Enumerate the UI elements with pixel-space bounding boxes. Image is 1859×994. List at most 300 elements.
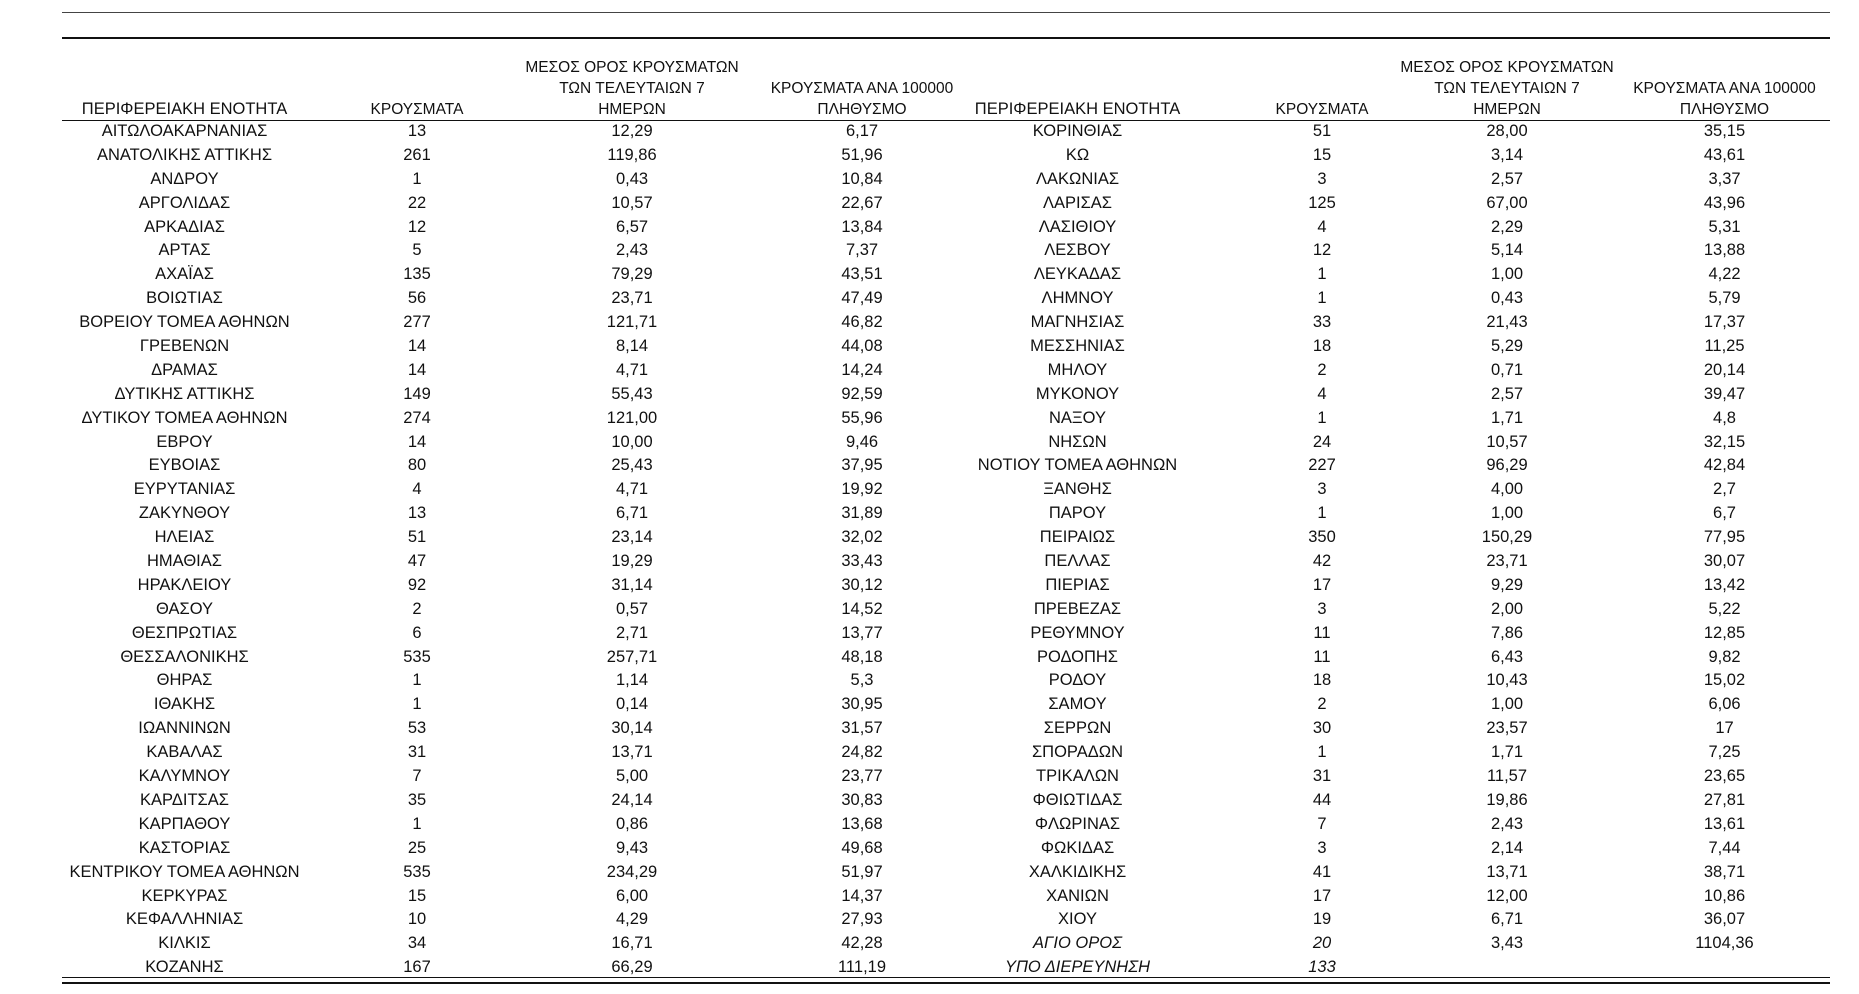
cell-cases-left: 14 — [407, 360, 427, 379]
cell-avg-left: 121,00 — [606, 408, 658, 427]
cell-region-right: ΠΕΙΡΑΙΩΣ — [1039, 528, 1116, 547]
cell-per100k-left: 30,95 — [841, 695, 883, 714]
cell-region-left: ΙΘΑΚΗΣ — [153, 695, 216, 714]
cell-region-left: ΕΥΡΥΤΑΝΙΑΣ — [133, 480, 236, 499]
cell-cases-left: 14 — [407, 432, 427, 451]
cell-per100k-right: 1104,36 — [1695, 934, 1754, 953]
cell-cases-left: 135 — [403, 265, 431, 284]
cell-region-left: ΘΕΣΠΡΩΤΙΑΣ — [131, 623, 238, 642]
cell-avg-right: 6,43 — [1490, 647, 1524, 666]
cell-per100k-right: 32,15 — [1703, 432, 1746, 451]
cell-region-left: ΚΙΛΚΙΣ — [158, 934, 211, 953]
cell-cases-left: 4 — [412, 480, 422, 499]
cell-avg-right: 6,71 — [1490, 910, 1524, 929]
cell-region-left: ΚΑΒΑΛΑΣ — [146, 743, 223, 762]
table-row — [62, 335, 1830, 359]
cell-cases-left: 6 — [412, 623, 422, 642]
cell-region-left: ΘΑΣΟΥ — [155, 599, 214, 618]
table-row — [62, 454, 1830, 478]
cell-avg-left: 234,29 — [606, 862, 658, 881]
table-row — [62, 717, 1830, 741]
cell-cases-right: 125 — [1308, 193, 1336, 212]
cell-cases-left: 53 — [407, 719, 427, 738]
cell-region-left: ΑΙΤΩΛΟΑΚΑΡΝΑΝΙΑΣ — [101, 122, 268, 140]
cell-avg-left: 5,00 — [615, 767, 649, 786]
cell-cases-left: 167 — [403, 958, 431, 977]
cell-per100k-right: 12,85 — [1703, 623, 1746, 642]
cell-per100k-left: 13,84 — [841, 217, 883, 236]
cell-avg-right: 2,43 — [1490, 814, 1524, 833]
cell-region-right: ΧΙΟΥ — [1058, 910, 1097, 929]
cell-region-right: ΜΥΚΟΝΟΥ — [1035, 384, 1120, 403]
cell-cases-right: 31 — [1312, 767, 1332, 786]
cell-cases-right: 18 — [1312, 671, 1332, 690]
cell-per100k-right: 4,8 — [1713, 408, 1736, 427]
cell-per100k-left: 13,77 — [841, 623, 883, 642]
cell-per100k-right: 23,65 — [1703, 767, 1746, 786]
header-region-right: ΠΕΡΙΦΕΡΕΙΑΚΗ ΕΝΟΤΗΤΑ — [974, 100, 1181, 118]
cell-avg-left: 0,43 — [615, 169, 649, 188]
cell-avg-right: 1,00 — [1490, 265, 1524, 284]
cell-avg-right: 96,29 — [1486, 456, 1528, 475]
cell-region-left: ΚΕΝΤΡΙΚΟΥ ΤΟΜΕΑ ΑΘΗΝΩΝ — [69, 862, 300, 881]
cell-region-left: ΔΥΤΙΚΟΥ ΤΟΜΕΑ ΑΘΗΝΩΝ — [81, 408, 288, 427]
cell-region-right: ΦΩΚΙΔΑΣ — [1040, 838, 1115, 857]
cell-region-right: ΡΟΔΟΠΗΣ — [1036, 647, 1119, 666]
cell-region-left: ΑΡΚΑΔΙΑΣ — [144, 217, 225, 236]
cell-cases-left: 277 — [403, 313, 431, 332]
table-row — [62, 359, 1830, 383]
header-avg-right: ΜΕΣΟΣ ΟΡΟΣ ΚΡΟΥΣΜΑΤΩΝ ΤΩΝ ΤΕΛΕΥΤΑΙΩΝ 7 ΗΜΕΡΩΝ — [1400, 59, 1614, 118]
cell-per100k-left: 6,17 — [845, 122, 879, 140]
table-row — [62, 144, 1830, 168]
cell-region-right: ΜΗΛΟΥ — [1047, 360, 1108, 379]
cell-avg-left: 4,29 — [615, 910, 649, 929]
cell-cases-right: 12 — [1312, 241, 1332, 260]
cell-cases-right: 3 — [1317, 480, 1327, 499]
cell-per100k-right: 43,61 — [1703, 145, 1746, 164]
cell-region-right: ΛΕΣΒΟΥ — [1044, 241, 1111, 260]
cell-avg-left: 23,14 — [611, 528, 653, 547]
cell-region-left: ΑΡΤΑΣ — [158, 241, 211, 260]
cell-per100k-left: 14,52 — [841, 599, 883, 618]
cell-per100k-right: 4,22 — [1708, 265, 1741, 284]
header-rule — [62, 120, 1830, 121]
cell-per100k-right: 36,07 — [1703, 910, 1746, 929]
cell-avg-right: 0,43 — [1490, 289, 1524, 308]
cell-per100k-right: 43,96 — [1703, 193, 1746, 212]
cell-per100k-left: 14,37 — [841, 886, 883, 905]
cell-cases-left: 535 — [403, 862, 431, 881]
cell-avg-left: 55,43 — [611, 384, 653, 403]
cell-per100k-right: 5,22 — [1708, 599, 1741, 618]
cell-avg-left: 19,29 — [611, 552, 653, 571]
cell-avg-left: 6,71 — [615, 504, 649, 523]
cell-per100k-right: 2,7 — [1713, 480, 1736, 499]
cell-avg-right: 5,14 — [1490, 241, 1524, 260]
table-row — [62, 526, 1830, 550]
cell-per100k-left: 49,68 — [841, 838, 883, 857]
cell-avg-left: 0,14 — [615, 695, 649, 714]
cell-avg-left: 10,57 — [611, 193, 653, 212]
cell-cases-left: 10 — [407, 910, 427, 929]
cell-cases-left: 1 — [412, 671, 422, 690]
cell-avg-left: 66,29 — [611, 958, 653, 977]
cell-region-left: ΓΡΕΒΕΝΩΝ — [139, 337, 230, 356]
cell-region-left: ΚΑΛΥΜΝΟΥ — [138, 767, 231, 786]
cell-avg-right: 4,00 — [1490, 480, 1524, 499]
cell-region-right: ΧΑΛΚΙΔΙΚΗΣ — [1028, 862, 1127, 881]
cell-avg-left: 9,43 — [615, 838, 649, 857]
table-row — [62, 502, 1830, 526]
cell-per100k-right: 42,84 — [1703, 456, 1746, 475]
table-row — [62, 431, 1830, 455]
table-row — [62, 885, 1830, 909]
table-row — [62, 622, 1830, 646]
cell-per100k-left: 23,77 — [841, 767, 883, 786]
cell-per100k-left: 42,28 — [841, 934, 883, 953]
cell-avg-left: 6,57 — [615, 217, 649, 236]
cell-per100k-left: 19,92 — [841, 480, 883, 499]
table-row — [62, 192, 1830, 216]
cell-cases-right: 227 — [1308, 456, 1336, 475]
header-cases-left: ΚΡΟΥΣΜΑΤΑ — [370, 101, 464, 118]
cell-per100k-left: 37,95 — [841, 456, 883, 475]
cell-region-right: ΝΟΤΙΟΥ ΤΟΜΕΑ ΑΘΗΝΩΝ — [977, 456, 1178, 475]
cell-avg-right: 2,57 — [1490, 384, 1524, 403]
cell-per100k-right: 3,37 — [1708, 169, 1741, 188]
cell-region-right: ΠΑΡΟΥ — [1048, 504, 1107, 523]
cell-cases-left: 274 — [403, 408, 431, 427]
cell-region-right: ΛΑΣΙΘΙΟΥ — [1038, 217, 1117, 236]
cell-cases-right: 44 — [1312, 790, 1332, 809]
cell-avg-right: 2,29 — [1490, 217, 1524, 236]
header-per100k-right: ΚΡΟΥΣΜΑΤΑ ΑΝΑ 100000 ΠΛΗΘΥΣΜΟ — [1633, 80, 1816, 118]
cell-cases-right: 17 — [1312, 575, 1332, 594]
cell-cases-left: 80 — [407, 456, 427, 475]
cell-region-right: ΧΑΝΙΩΝ — [1046, 886, 1109, 905]
table-row — [62, 120, 1830, 144]
cell-cases-left: 149 — [403, 384, 431, 403]
cell-cases-left: 22 — [407, 193, 427, 212]
cell-per100k-right: 15,02 — [1703, 671, 1746, 690]
cell-cases-left: 47 — [407, 552, 427, 571]
cell-per100k-right: 17 — [1715, 719, 1734, 738]
cell-avg-left: 10,00 — [611, 432, 653, 451]
cell-cases-left: 535 — [403, 647, 431, 666]
cell-region-right: ΛΑΚΩΝΙΑΣ — [1035, 169, 1120, 188]
cell-avg-right: 1,00 — [1490, 504, 1524, 523]
cell-cases-right: 11 — [1313, 623, 1331, 642]
cell-cases-right: 1 — [1317, 408, 1327, 427]
cell-cases-right: 51 — [1312, 122, 1332, 140]
cell-per100k-right: 17,37 — [1703, 313, 1746, 332]
table-row — [62, 669, 1830, 693]
cell-avg-right: 23,71 — [1486, 552, 1528, 571]
cell-avg-left: 4,71 — [615, 480, 649, 499]
cell-cases-left: 25 — [407, 838, 427, 857]
cell-per100k-left: 43,51 — [841, 265, 883, 284]
cell-region-left: ΚΕΡΚΥΡΑΣ — [141, 886, 228, 905]
cell-per100k-right: 5,79 — [1708, 289, 1741, 308]
cell-per100k-right: 13,88 — [1703, 241, 1746, 260]
cell-region-right: ΡΕΘΥΜΝΟΥ — [1030, 623, 1125, 642]
cell-avg-right: 2,57 — [1490, 169, 1524, 188]
cell-avg-right: 10,43 — [1486, 671, 1528, 690]
cell-per100k-right: 13,42 — [1703, 575, 1746, 594]
cell-region-left: ΘΗΡΑΣ — [156, 671, 213, 690]
cell-avg-left: 1,14 — [615, 671, 649, 690]
cell-avg-right: 1,71 — [1490, 743, 1524, 762]
cell-avg-left: 0,57 — [615, 599, 649, 618]
cell-per100k-left: 55,96 — [841, 408, 883, 427]
cell-cases-right: 3 — [1317, 599, 1327, 618]
cell-cases-right: 33 — [1312, 313, 1332, 332]
cell-per100k-right: 10,86 — [1703, 886, 1746, 905]
cell-per100k-left: 44,08 — [841, 337, 883, 356]
bottom-thick-rule — [62, 982, 1830, 984]
cell-region-right: ΑΓΙΟ ΟΡΟΣ — [1033, 934, 1122, 953]
cell-cases-left: 12 — [407, 217, 427, 236]
cell-region-left: ΑΝΔΡΟΥ — [150, 169, 219, 188]
cell-region-left: ΒΟΙΩΤΙΑΣ — [146, 289, 223, 308]
table-row — [62, 216, 1830, 240]
cell-avg-left: 6,00 — [615, 886, 649, 905]
cell-region-right: ΜΕΣΣΗΝΙΑΣ — [1030, 337, 1125, 356]
cell-cases-right: 7 — [1317, 814, 1327, 833]
cell-per100k-right: 6,06 — [1708, 695, 1741, 714]
cell-cases-right: 4 — [1317, 384, 1327, 403]
cell-region-right: ΠΡΕΒΕΖΑΣ — [1033, 599, 1122, 618]
cell-per100k-left: 32,02 — [841, 528, 883, 547]
table-row — [62, 765, 1830, 789]
top-thick-rule — [62, 37, 1830, 39]
cell-cases-right: 17 — [1312, 886, 1332, 905]
cell-region-right: ΝΗΣΩΝ — [1048, 432, 1107, 451]
table-row — [62, 932, 1830, 956]
table-row — [62, 383, 1830, 407]
cell-region-right: ΥΠΟ ΔΙΕΡΕΥΝΗΣΗ — [1004, 958, 1151, 977]
table-row — [62, 789, 1830, 813]
cell-per100k-right: 7,25 — [1708, 743, 1741, 762]
cell-avg-left: 79,29 — [611, 265, 653, 284]
cell-per100k-right: 7,44 — [1708, 838, 1741, 857]
cell-cases-left: 1 — [412, 169, 422, 188]
cell-region-left: ΘΕΣΣΑΛΟΝΙΚΗΣ — [120, 647, 249, 666]
cell-avg-right: 13,71 — [1486, 862, 1528, 881]
cell-region-right: ΦΘΙΩΤΙΔΑΣ — [1032, 790, 1123, 809]
table-row — [62, 239, 1830, 263]
cell-avg-right: 2,00 — [1490, 599, 1524, 618]
table-row — [62, 478, 1830, 502]
cell-avg-right: 1,00 — [1490, 695, 1524, 714]
table-row — [62, 287, 1830, 311]
cell-per100k-right: 20,14 — [1703, 360, 1746, 379]
cell-region-left: ΑΝΑΤΟΛΙΚΗΣ ΑΤΤΙΚΗΣ — [96, 145, 273, 164]
bottom-thin-rule — [62, 977, 1830, 978]
cell-cases-left: 261 — [403, 145, 431, 164]
cell-cases-right: 1 — [1317, 743, 1327, 762]
cell-region-left: ΑΡΓΟΛΙΔΑΣ — [138, 193, 231, 212]
cell-cases-right: 41 — [1312, 862, 1332, 881]
cell-per100k-right: 9,82 — [1708, 647, 1741, 666]
cell-per100k-left: 48,18 — [841, 647, 883, 666]
cell-region-left: ΚΟΖΑΝΗΣ — [145, 958, 224, 977]
cell-avg-right: 28,00 — [1486, 122, 1528, 140]
cell-per100k-left: 51,97 — [841, 862, 883, 881]
cell-per100k-left: 31,89 — [841, 504, 883, 523]
cell-avg-left: 12,29 — [611, 122, 653, 140]
cell-per100k-right: 5,31 — [1708, 217, 1741, 236]
cell-cases-right: 15 — [1312, 145, 1332, 164]
table-row — [62, 550, 1830, 574]
table-row — [62, 837, 1830, 861]
cell-region-left: ΖΑΚΥΝΘΟΥ — [138, 504, 231, 523]
table-row — [62, 311, 1830, 335]
cell-cases-left: 34 — [407, 934, 427, 953]
cell-region-left: ΒΟΡΕΙΟΥ ΤΟΜΕΑ ΑΘΗΝΩΝ — [79, 313, 290, 332]
cell-cases-left: 15 — [407, 886, 427, 905]
cell-avg-left: 23,71 — [611, 289, 653, 308]
cell-region-left: ΙΩΑΝΝΙΝΩΝ — [138, 719, 231, 738]
table-row — [62, 263, 1830, 287]
cell-cases-left: 14 — [407, 337, 427, 356]
cell-avg-left: 13,71 — [611, 743, 653, 762]
cell-region-right: ΛΑΡΙΣΑΣ — [1042, 193, 1113, 212]
cell-cases-right: 133 — [1308, 958, 1336, 977]
table-row — [62, 407, 1830, 431]
cell-per100k-left: 92,59 — [841, 384, 883, 403]
cell-cases-left: 13 — [407, 504, 427, 523]
cell-per100k-right: 35,15 — [1703, 122, 1746, 140]
cell-cases-right: 3 — [1317, 838, 1327, 857]
cell-per100k-left: 13,68 — [841, 814, 883, 833]
cell-avg-left: 31,14 — [611, 575, 653, 594]
cell-avg-left: 0,86 — [615, 814, 649, 833]
header-per100k-left: ΚΡΟΥΣΜΑΤΑ ΑΝΑ 100000 ΠΛΗΘΥΣΜΟ — [770, 80, 954, 118]
cell-avg-left: 2,71 — [615, 623, 649, 642]
table-header — [62, 54, 1830, 120]
cell-region-left: ΚΑΡΔΙΤΣΑΣ — [140, 790, 229, 809]
cell-avg-right: 2,14 — [1490, 838, 1524, 857]
cell-per100k-left: 46,82 — [841, 313, 883, 332]
cell-per100k-left: 9,46 — [845, 432, 879, 451]
cell-avg-right: 7,86 — [1490, 623, 1524, 642]
top-thin-rule — [62, 12, 1830, 13]
cell-avg-right: 11,57 — [1486, 767, 1528, 786]
table-row — [62, 168, 1830, 192]
cell-cases-right: 2 — [1317, 695, 1327, 714]
cases-table — [62, 54, 1830, 980]
cell-region-left: ΑΧΑΪΑΣ — [155, 265, 214, 284]
table-row — [62, 813, 1830, 837]
cell-cases-right: 18 — [1312, 337, 1332, 356]
cell-region-left: ΔΡΑΜΑΣ — [151, 360, 218, 379]
table-row — [62, 861, 1830, 885]
cell-cases-right: 30 — [1312, 719, 1332, 738]
cell-region-right: ΣΑΜΟΥ — [1048, 695, 1107, 714]
cell-avg-right: 23,57 — [1486, 719, 1528, 738]
cell-cases-right: 4 — [1317, 217, 1327, 236]
cell-region-left: ΔΥΤΙΚΗΣ ΑΤΤΙΚΗΣ — [114, 384, 255, 403]
cell-region-right: ΛΗΜΝΟΥ — [1041, 289, 1114, 308]
cell-region-left: ΚΑΡΠΑΘΟΥ — [138, 814, 231, 833]
cell-cases-left: 1 — [412, 695, 422, 714]
cell-per100k-right: 38,71 — [1703, 862, 1746, 881]
cell-per100k-left: 5,3 — [850, 671, 874, 690]
cell-per100k-left: 51,96 — [841, 145, 883, 164]
cell-cases-right: 11 — [1313, 647, 1331, 666]
cell-region-right: ΜΑΓΝΗΣΙΑΣ — [1030, 313, 1125, 332]
cell-region-right: ΚΟΡΙΝΘΙΑΣ — [1032, 122, 1123, 140]
cell-cases-left: 5 — [412, 241, 422, 260]
header-avg-left: ΜΕΣΟΣ ΟΡΟΣ ΚΡΟΥΣΜΑΤΩΝ ΤΩΝ ΤΕΛΕΥΤΑΙΩΝ 7 ΗΜΕΡΩΝ — [525, 59, 739, 118]
cell-avg-left: 4,71 — [615, 360, 649, 379]
cell-per100k-right: 77,95 — [1703, 528, 1746, 547]
cell-region-left: ΗΛΕΙΑΣ — [154, 528, 215, 547]
cell-avg-left: 119,86 — [607, 145, 657, 164]
cell-per100k-left: 24,82 — [841, 743, 883, 762]
cell-region-left: ΚΑΣΤΟΡΙΑΣ — [138, 838, 231, 857]
cell-region-left: ΕΥΒΟΙΑΣ — [148, 456, 221, 475]
table-row — [62, 574, 1830, 598]
cell-avg-left: 30,14 — [611, 719, 653, 738]
cell-region-right: ΤΡΙΚΑΛΩΝ — [1036, 767, 1119, 786]
cell-cases-left: 2 — [412, 599, 422, 618]
cell-avg-right: 19,86 — [1486, 790, 1528, 809]
cell-per100k-left: 30,83 — [841, 790, 883, 809]
cell-region-left: ΕΒΡΟΥ — [156, 432, 213, 451]
cell-region-right: ΝΑΞΟΥ — [1049, 408, 1106, 427]
table-row — [62, 741, 1830, 765]
cell-per100k-left: 31,57 — [841, 719, 883, 738]
cell-per100k-left: 10,84 — [841, 169, 883, 188]
cell-cases-left: 31 — [407, 743, 427, 762]
cell-region-right: ΣΕΡΡΩΝ — [1043, 719, 1112, 738]
cell-cases-left: 51 — [407, 528, 427, 547]
cell-avg-left: 8,14 — [615, 337, 649, 356]
cell-per100k-right: 11,25 — [1704, 337, 1745, 356]
cell-per100k-left: 22,67 — [841, 193, 883, 212]
cell-per100k-left: 47,49 — [841, 289, 883, 308]
cell-avg-right: 12,00 — [1486, 886, 1528, 905]
table-row — [62, 598, 1830, 622]
cell-region-left: ΚΕΦΑΛΛΗΝΙΑΣ — [125, 910, 244, 929]
cell-avg-right: 9,29 — [1490, 575, 1524, 594]
cell-region-left: ΗΜΑΘΙΑΣ — [147, 552, 222, 571]
cell-per100k-right: 27,81 — [1703, 790, 1746, 809]
cell-cases-left: 56 — [407, 289, 427, 308]
cell-region-right: ΦΛΩΡΙΝΑΣ — [1034, 814, 1121, 833]
cell-avg-left: 16,71 — [611, 934, 653, 953]
cell-cases-right: 1 — [1317, 265, 1327, 284]
cell-cases-right: 2 — [1317, 360, 1327, 379]
cell-avg-right: 0,71 — [1490, 360, 1524, 379]
cell-avg-right: 3,43 — [1490, 934, 1524, 953]
cell-avg-right: 10,57 — [1486, 432, 1528, 451]
cell-per100k-left: 30,12 — [841, 575, 883, 594]
cell-avg-right: 67,00 — [1486, 193, 1528, 212]
cell-cases-left: 92 — [407, 575, 427, 594]
cell-cases-left: 13 — [407, 122, 427, 140]
table-body — [62, 120, 1830, 980]
cell-cases-right: 3 — [1317, 169, 1327, 188]
cell-avg-left: 2,43 — [615, 241, 649, 260]
cell-per100k-left: 111,19 — [837, 958, 887, 977]
cell-cases-right: 42 — [1312, 552, 1332, 571]
cell-avg-right: 150,29 — [1481, 528, 1533, 547]
cell-avg-right: 5,29 — [1490, 337, 1524, 356]
